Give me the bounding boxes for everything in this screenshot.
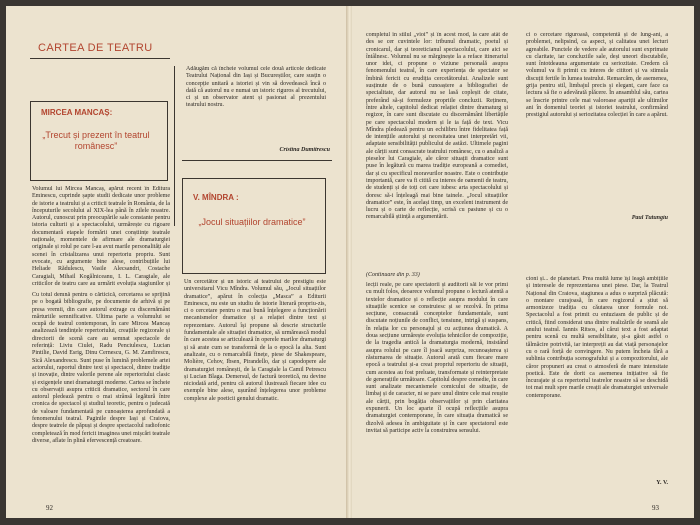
review1-title: „Trecut și prezent în teatrul românesc” [42,130,150,151]
review1-body: Volumul lui Mircea Mancaș, apărut recent în Editura Eminescu, cuprinde șapte studii dedicate unor probleme de istorie a teatrului și a criticii teatrale în România, de la începuturile secolului al XIX-lea până în zilele noastre. Autorul, cunoscut prin preocupările sale constante pentru istoria culturii și a spectacolului, urmărește cu rigoare documentară etapele formării unei conștiințe teatrale naționale, momentele de afirmare ale dramaturgiei originale și rolul pe care l-au avut marile personalități ale scenei în cristalizarea unui repertoriu propriu. Sunt evocate, cu argumente bine alese, contribuțiile lui Heliade Rădulescu, Vasile Alecsandri, Costache Caragiali, Mihail Kogălniceanu, I. L. Caragiale, ale criticilor de teatru care au urmărit evoluția stagiunilor și [32,186,170,287]
review1-signature: Cristina Dumitrescu [279,147,330,153]
review1-author: MIRCEA MANCAȘ: [41,108,113,117]
right-column2-lower-text: cioni și... de planetari. Prea multă lume își leagă ambițiile și interesele de reprezentarea unei piese. Dar, la Teatrul Național din Craiova, stagiunea a adus o surpriză plăcută: o montare curajoasă, în care regizorul a știut să armonizeze tradiția cu căutarea unor formule noi. Spectacolul a fost primit cu entuziasm de public și de critică, fiind considerat una dintre realizările de seamă ale anului teatral. Iannis Ritsos, al cărui text a fost adaptat pentru scenă cu multă sensibilitate, și-a găsit astfel o tălmăcire potrivită, iar interpreții au dat viață personajelor cu o rară forță de convingere. Nu putem încheia fără a sublinia contribuția scenografului și a compozitorului, ale căror propuneri au creat o atmosferă de mare intensitate poetică. Este de dorit ca asemenea inițiative să fie încurajate și ca repertoriul teatrelor noastre să se deschidă tot mai mult spre marile creații ale dramaturgiei universale contemporane. [526,276,668,399]
page-number-left: 92 [46,504,53,512]
right-column2-initials: Y. V. [656,480,668,486]
review1-continued: Cu totul demnă pentru o cărticică, cercetarea se sprijină pe o bogată bibliografie, pe documente de arhivă și pe presa vremii, din care autorul extrage cu discernământ mărturiile semnificative. Ultima parte a volumului se ocupă de teatrul contemporan, în care Mircea Mancaș analizează tendințele repertoriului, creațiile regizorale și directorii de scenă care au semnat spectacole de referință: Liviu Ciulei, Radu Penciulescu, Lucian Pintilie, David Esrig, Dinu Cernescu, G. M. Zamfirescu, Sică Alexandrescu. Sunt puse în lumină problemele artei actorului, raportul dintre text și spectacol, dintre tradiție și inovație, dintre valorile perene ale repertoriului clasic și exigențele unei dramaturgii moderne. Cartea se încheie cu observații asupra criticii dramatice, sectorul în care autorul pledează pentru o mai strânsă legătură între cronica de spectacol și studiul teoretic, pentru o judecată de valoare fundamentată pe cunoașterea aprofundată a fenomenului teatral. Paginile despre Iași și Craiova, despre teatrele de păpuși și despre spectacolul radiofonic completează în mod fericit imaginea unei mișcări teatrale diverse, aflate în plină efervescență creatoare. [32,292,170,444]
review2-author: V. MÎNDRA : [193,193,239,202]
signature-rule [182,160,332,161]
page-left [6,6,348,518]
right-column2-text: ci o cercetare riguroasă, competentă și de lung-ani, a problemei, nelipsind, ca aspect, și calitatea unei lecturi agreabile. Punctele de vedere ale autorului sunt exprimate cu claritate, iar concluziile sale, deși uneori discutabile, sunt întotdeauna argumentate cu seriozitate. Credem că volumul va fi primit cu interes de cititori și va stimula discuții fertile în lumea teatrului. Remarcăm, de asemenea, grija pentru stil, limbajul precis și elegant, care face ca lectura să fie o adevărată plăcere. În ansamblul său, cartea se înscrie printre cele mai valoroase apariții ale ultimilor ani în domeniul teoriei și istoriei teatrului, confirmând prestigiul autorului și seriozitatea colecției în care a apărut. [526,32,668,119]
right-column1-text: completul în stilul „vioi” și în acest mod, la care atât de des se cer cuvintele lor: tribunul dramatic, poetul și cronicarul, dar și teoreticianul spectacolului, care aici se întâlnesc. Volumul nu se mărginește la a reface itinerariul unor idei, ci propune o viziune personală asupra fenomenului teatral, în care experiența de spectator se îmbină fericit cu erudiția cercetătorului. Analizele sunt susținute de o bună cunoaștere a bibliografiei de specialitate, dar autorul nu se lasă copleșit de citate, preferând să-și formuleze propriile concluzii. Reținem, între altele, capitolul dedicat relației dintre dramaturg și regizor, în care sunt discutate cu discernământ libertățile pe care spectacolul modern și le ia față de text. Vicu Mîndra pledează pentru un echilibru între fidelitatea față de intențiile autorului și necesitatea unei interpretări vii, adaptate sensibilității publicului de astăzi. Ultimele pagini ale cărții sunt consacrate teatrului românesc, cu o analiză a pieselor lui Caragiale, ale căror situații dramatice sunt puse în legătură cu marea tradiție europeană a comediei, dar și cu specificul moravurilor noastre. Este o contribuție importantă, care va fi citită cu interes de oamenii de teatru, de studenți și de toți cei care iubesc arta spectacolului și doresc să-i înțeleagă mai bine tainele. „Jocul situațiilor dramatice” este, în același timp, un excelent instrument de lucru și o carte de reflecție, scrisă cu pasiune și cu o remarcabilă știință a argumentării. [366,32,508,221]
section-title: CARTEA DE TEATRU [38,42,153,54]
review1-header-box [30,101,168,181]
page-number-right: 93 [652,504,659,512]
continued-label: (Continuare din p. 33) [366,272,420,278]
column-divider [174,66,175,226]
review2-body: Un cercetător și un istoric al teatrului de prestigiu este universitarul Vicu Mîndra. Volumul său, „Jocul situațiilor dramatice”, apărut în colecția „Masca” a Editurii Eminescu, nu este un studiu de istorie literară propriu-zis, ci o cercetare pentru o mai bună înțelegere a funcționării mecanismelor dramatice și a relației dintre text și reprezentare. Autorul își propune să descrie structurile fundamentale ale situației dramatice, să urmărească modul în care acestea se articulează în operele marilor dramaturgi și să arate cum se transformă de la o epocă la alta. Sunt analizate, cu o remarcabilă finețe, piese de Shakespeare, Molière, Cehov, Ibsen, Pirandello, dar și capodopere ale dramaturgiei românești, de la Caragiale la Camil Petrescu și Lucian Blaga. Demersul, de factură teoretică, nu devine niciodată arid, pentru că autorul ilustrează fiecare idee cu exemple bine alese, ușurând înțelegerea unor probleme complexe ale poeticii genului dramatic. [184,279,326,402]
review2-header-box [182,178,326,274]
review2-continued: lecții reale, pe care spectatorii și auditorii săi le vor primi cu mult folos, deoarece volumul propune o lectură atentă a textelor dramatice și o reflecție asupra modului în care situațiile scenice se construiesc și se rezolvă. În prima secțiune, consacrată conceptelor fundamentale, sunt discutate noțiunile de conflict, tensiune, intrigă și suspans, în relația lor cu personajul și cu acțiunea dramatică. A doua secțiune urmărește evoluția tehnicilor de compoziție, de la tragedia antică la dramaturgia modernă, insistând asupra rolului pe care îl joacă surpriza, recunoașterea și răsturnarea de situație. Autorul arată cum fiecare mare epocă a teatrului și-a creat propriul repertoriu de situații, cum acestea au fost preluate, transformate și reinterpretate de generațiile următoare. Capitolul despre comedie, în care sunt analizate mecanismele comicului de situație, de limbaj și de caracter, ni se pare unul dintre cele mai reușite ale cărții, prin bogăția observațiilor și prin claritatea expunerii. Un loc aparte îl ocupă reflecțiile asupra dramaturgiei contemporane, în care situația dramatică se dizolvă adesea în ambiguitate și în care spectatorul este invitat să participe activ la construirea sensului. [366,282,508,434]
page-right [352,6,694,518]
title-rule [30,58,170,59]
review1-end: Adăugăm că încheie volumul cele două articole dedicate Teatrului Național din Iași și Bucureștilor, care susțin o concepție unitară a istoriei și vin să dovedească încă o dată că autorul nu e numai un istoric riguros al trecutului, ci și un observator atent și pasionat al prezentului teatrului nostru. [186,66,326,109]
review2-signature: Paul Tutungiu [631,215,668,221]
review2-title: „Jocul situațiilor dramatice” [198,217,306,227]
